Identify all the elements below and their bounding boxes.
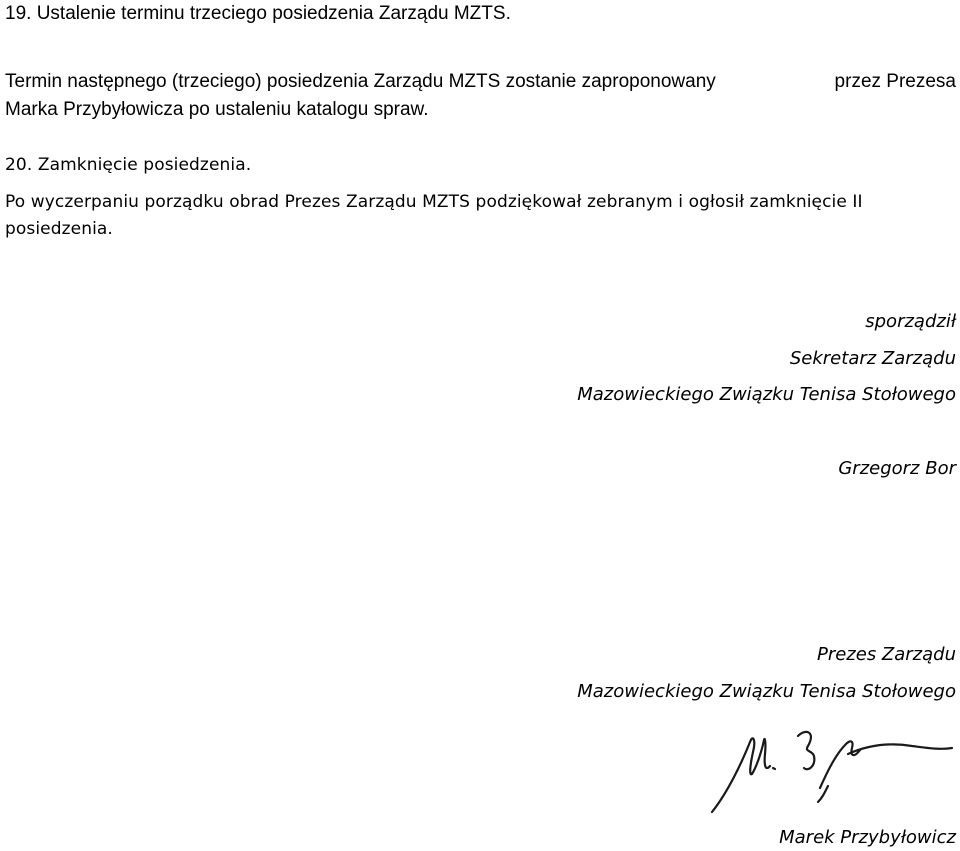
secretary-organization: Mazowieckiego Związku Tenisa Stołowego (577, 384, 956, 405)
prepared-by-label: sporządził (865, 311, 956, 332)
section-19-heading: 19. Ustalenie terminu trzeciego posiedzenia Zarządu MZTS. (5, 3, 511, 24)
president-organization: Mazowieckiego Związku Tenisa Stołowego (577, 681, 956, 702)
section-20-paragraph-line-1: Po wyczerpaniu porządku obrad Prezes Zarządu MZTS podziękował zebranym i ogłosił zamknięcie II (5, 192, 863, 212)
section-20-heading: 20. Zamknięcie posiedzenia. (5, 155, 252, 175)
section-19-paragraph-line-1: Termin następnego (trzeciego) posiedzenia Zarządu MZTS zostanie zaproponowany przez Prezesa (5, 71, 956, 92)
handwritten-signature-icon (700, 714, 958, 818)
president-role: Prezes Zarządu (816, 644, 956, 665)
section-19-paragraph-line-2: Marka Przybyłowicza po ustaleniu katalogu spraw. (5, 99, 429, 120)
section-20-paragraph-line-2: posiedzenia. (5, 219, 113, 239)
secretary-role: Sekretarz Zarządu (789, 348, 956, 369)
president-name: Marek Przybyłowicz (779, 827, 956, 848)
secretary-name: Grzegorz Bor (838, 458, 956, 479)
